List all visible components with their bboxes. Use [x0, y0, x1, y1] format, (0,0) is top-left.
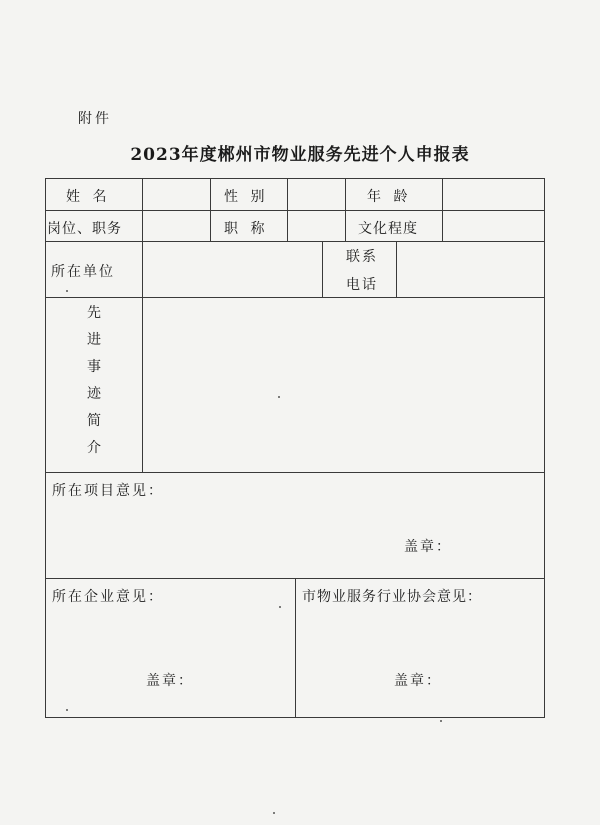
column-divider — [210, 178, 211, 241]
scan-speck — [278, 396, 280, 398]
column-divider — [142, 178, 143, 297]
scan-speck — [273, 812, 275, 814]
position-label: 岗位、职务 — [47, 221, 122, 237]
job-title-label: 职 称 — [224, 221, 269, 237]
row-divider — [45, 241, 545, 242]
association-opinion-label: 市物业服务行业协会意见： — [302, 589, 482, 605]
deeds-label-char: 简 — [87, 413, 101, 429]
company-opinion-label: 所在企业意见： — [52, 589, 164, 605]
column-divider — [345, 178, 346, 241]
row-divider — [45, 472, 545, 473]
column-divider — [287, 178, 288, 241]
company-seal-label: 盖章： — [146, 673, 194, 689]
column-divider — [322, 241, 323, 297]
name-field[interactable] — [146, 182, 206, 206]
column-divider — [442, 178, 443, 241]
scan-speck — [66, 709, 68, 711]
age-field[interactable] — [446, 182, 541, 206]
deeds-field[interactable] — [146, 301, 541, 468]
column-divider — [142, 297, 143, 472]
column-divider — [396, 241, 397, 297]
name-label: 姓 名 — [66, 189, 111, 205]
deeds-label-char: 迹 — [87, 386, 101, 402]
project-opinion-label: 所在项目意见： — [52, 483, 164, 499]
education-field[interactable] — [446, 214, 541, 238]
job-title-field[interactable] — [291, 214, 341, 238]
phone-label-line2: 电话 — [346, 277, 378, 293]
phone-field[interactable] — [400, 245, 540, 293]
column-divider — [295, 578, 296, 718]
scan-speck — [279, 606, 281, 608]
deeds-label-char: 进 — [87, 332, 101, 348]
form-title: 2023年度郴州市物业服务先进个人申报表 — [130, 145, 470, 165]
unit-field[interactable] — [146, 245, 318, 293]
deeds-label-char: 介 — [87, 440, 101, 456]
association-seal-label: 盖章： — [394, 673, 442, 689]
row-divider — [45, 210, 545, 211]
education-label: 文化程度 — [358, 221, 418, 237]
gender-field[interactable] — [291, 182, 341, 206]
attachment-label: 附件 — [78, 111, 112, 127]
project-seal-label: 盖章： — [404, 539, 452, 555]
age-label: 年 龄 — [367, 189, 412, 205]
deeds-label-char: 先 — [87, 305, 101, 321]
scan-speck — [440, 720, 442, 722]
position-field[interactable] — [146, 214, 206, 238]
gender-label: 性 别 — [224, 189, 269, 205]
deeds-label-char: 事 — [87, 359, 101, 375]
row-divider — [45, 297, 545, 298]
scan-speck — [66, 290, 68, 292]
unit-label: 所在单位 — [51, 264, 115, 280]
phone-label-line1: 联系 — [346, 249, 378, 265]
